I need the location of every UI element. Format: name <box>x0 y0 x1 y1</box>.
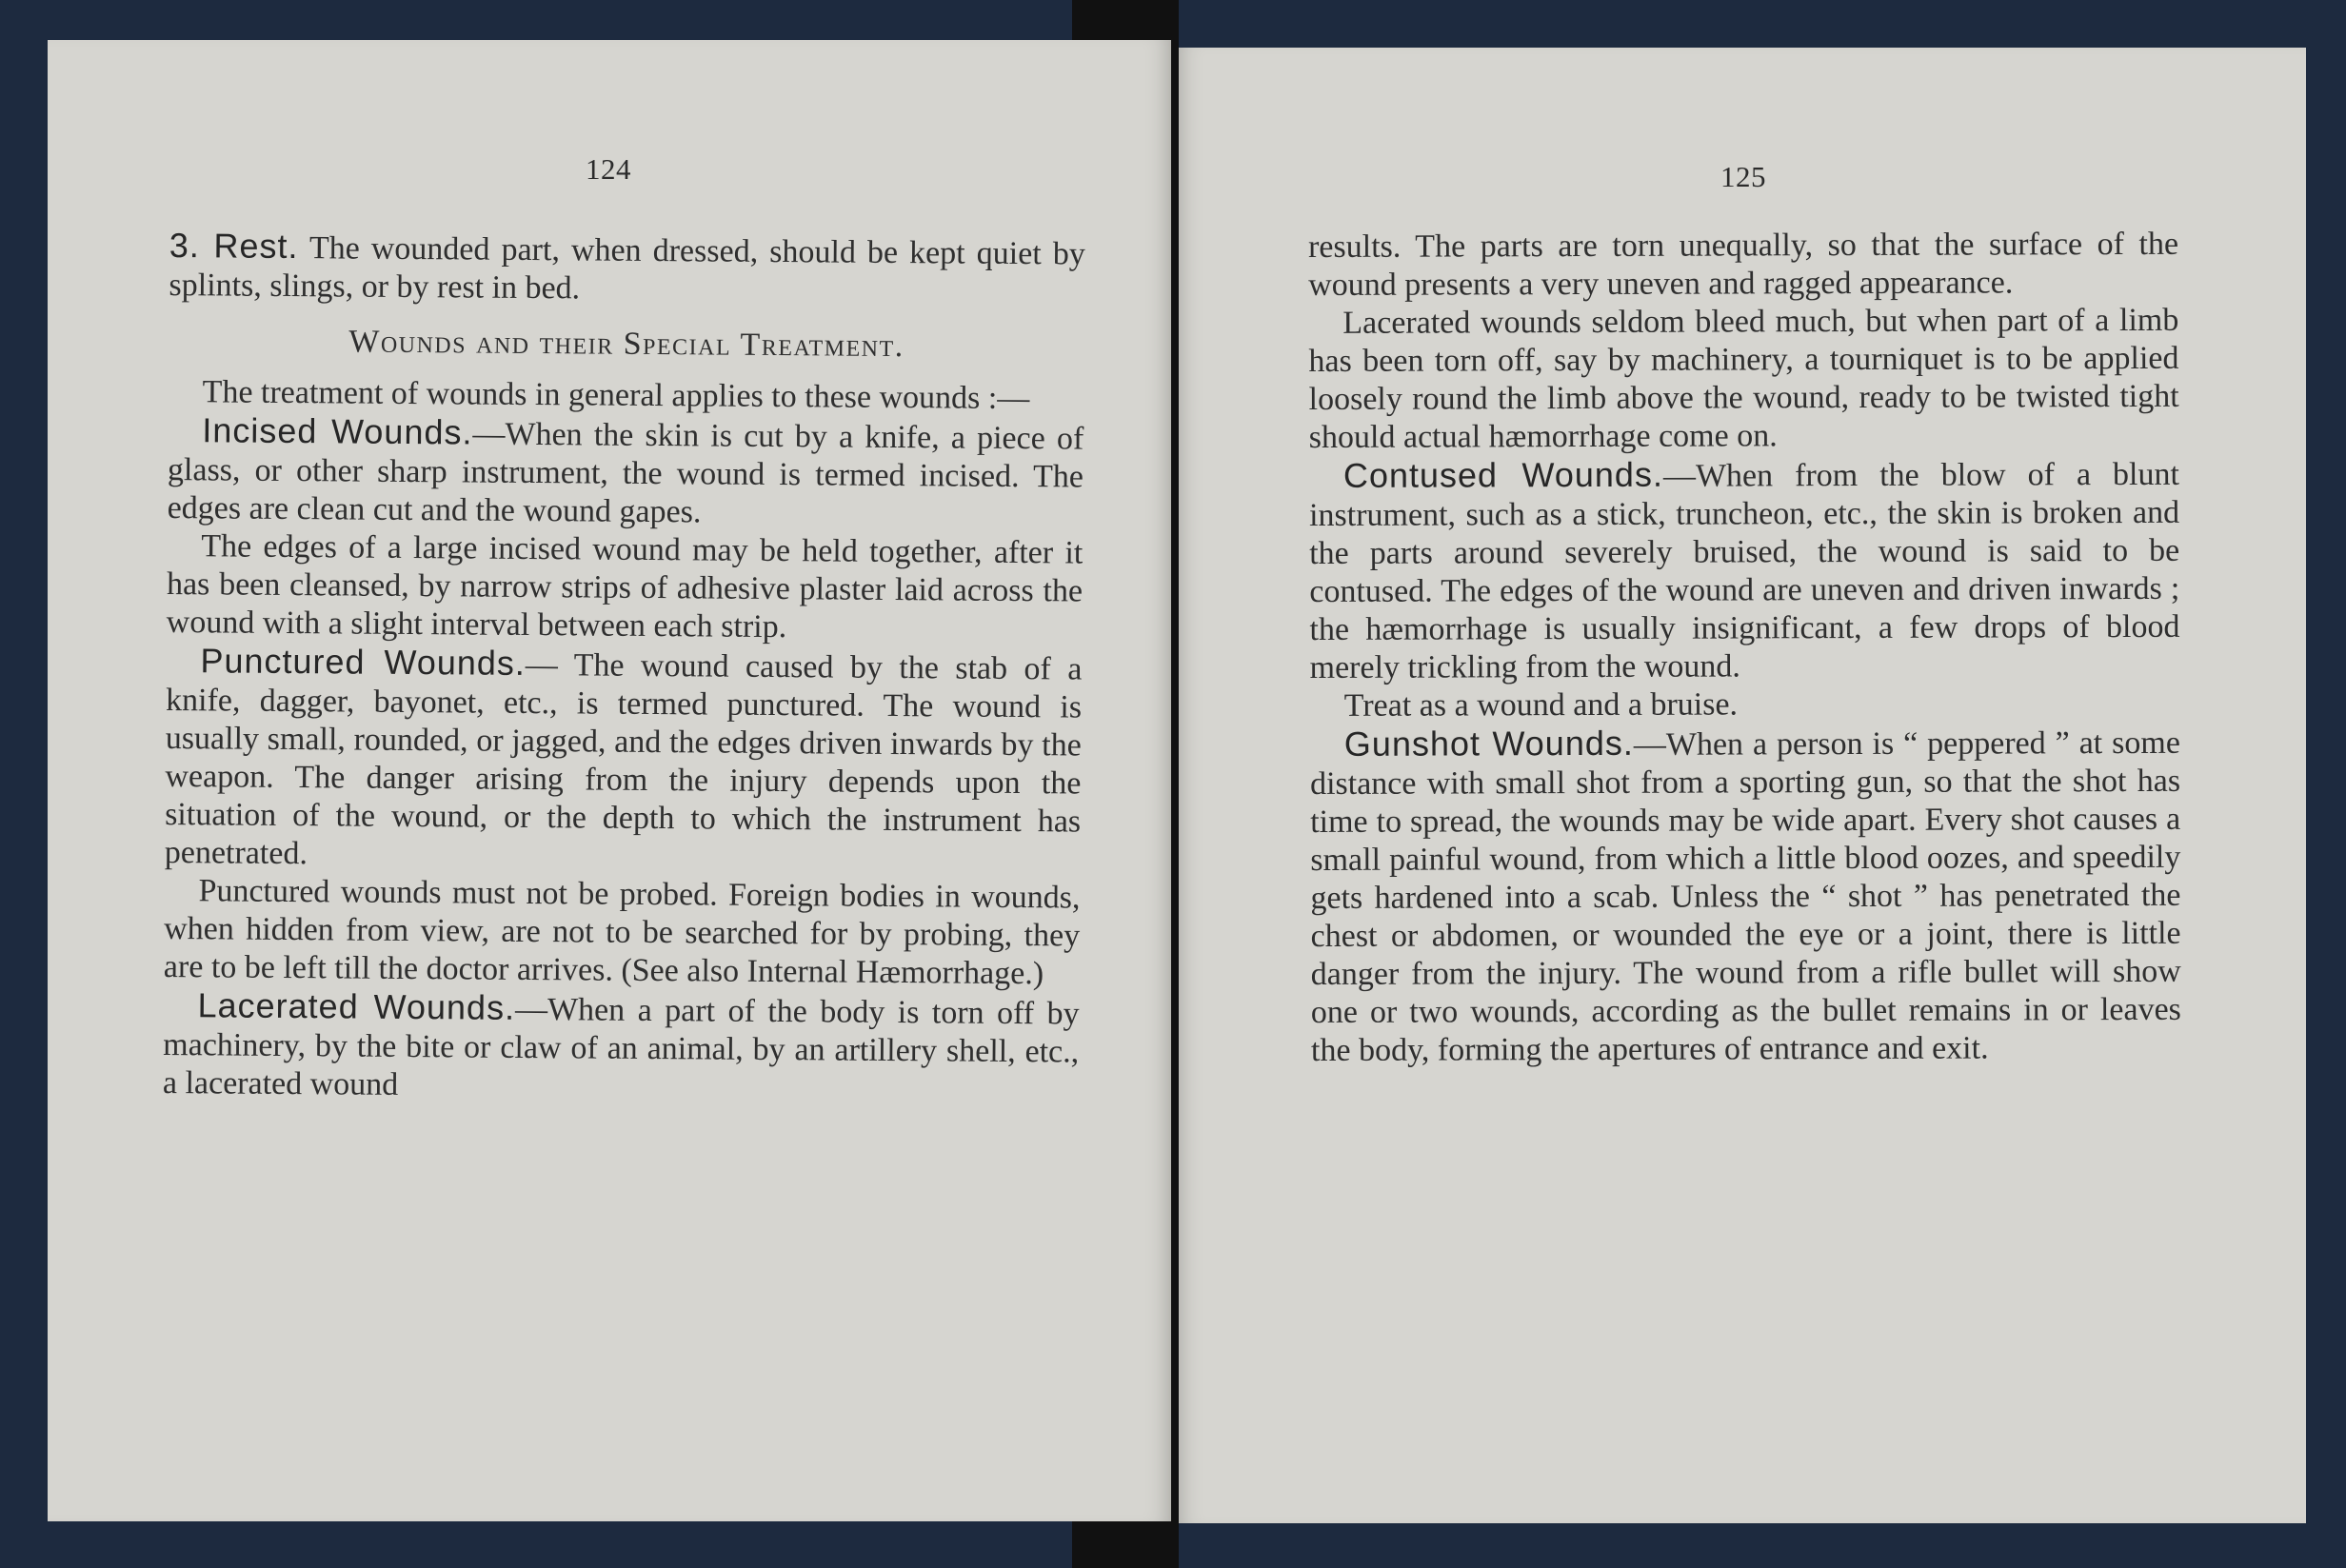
lacerated-paragraph <box>163 986 1080 1110</box>
rest-text: The wounded part, when dressed, should be kept quiet by splints, slings, or by rest in bed. <box>169 230 1085 307</box>
continued-paragraph: results. The parts are torn unequally, so that the surface of the wound presents a very uneven and ragged appearance. <box>1308 226 2179 303</box>
right-page-text <box>1308 226 2181 1070</box>
contused-text: —When from the blow of a blunt instrument, such as a stick, truncheon, etc., the skin is broken and the parts around severely bruised, the wound is said to be contused. The edges of the wound are uneven and driven inwards ; the hæmorrhage is usually insignificant, a few drops of blood merely trickling from the wound. <box>1308 456 2180 685</box>
contused-paragraph <box>1309 454 2180 687</box>
gunshot-heading: Gunshot Wounds. <box>1343 723 1634 764</box>
intro-paragraph: The treatment of wounds in general applies to these wounds :— <box>202 374 1030 417</box>
punctured-paragraph-2: Punctured wounds must not be probed. Foreign bodies in wounds, when hidden from view, are not to be searched for by probing, they are to be left till the doctor arrives. (See also Internal Hæmorrhage.) <box>163 873 1081 992</box>
contused-paragraph-2: Treat as a wound and a bruise. <box>1343 686 1739 724</box>
left-page-text <box>163 227 1085 1110</box>
incised-paragraph <box>168 411 1084 535</box>
incised-heading: Incised Wounds. <box>202 410 473 452</box>
gunshot-text: —When a person is “ peppered ” at some distance with small shot from a sporting gun, so that the shot has time to spread, the wounds may be wide apart. Every shot causes a small painful wound, from which a little blood oozes, and speedily gets hardened into a scab. Unless the “ shot ” has penetrated the chest or abdomen, or wounded the eye or a joint, there is little danger from the injury. The wound from a rifle bullet will show one or two wounds, according as the bullet remains in or leaves the body, forming the apertures of entrance and exit. <box>1309 724 2181 1068</box>
incised-paragraph-2: The edges of a large incised wound may be held together, after it has been cleansed, by narrow strips of adhesive plaster laid across the wound with a slight interval between each strip. <box>166 528 1084 645</box>
page-number-left: 124 <box>586 152 631 186</box>
left-page <box>48 40 1171 1521</box>
punctured-text: — The wound caused by the stab of a knife, dagger, bayonet, etc., is termed punctured. The wound is usually small, rounded, or jagged, and the edges driven inwards by the weapon. The danger arising from the injury depends upon the situation of the wound, or the depth to which the instrument has penetrated. <box>164 646 1083 872</box>
rest-paragraph <box>169 227 1085 312</box>
gunshot-paragraph <box>1310 723 2181 1070</box>
page-number-right: 125 <box>1720 160 1766 193</box>
incised-text: —When the skin is cut by a knife, a piece of glass, or other sharp instrument, the wound is termed incised. The edges are clean cut and the wound gapes. <box>167 416 1084 530</box>
rest-heading: 3. Rest. <box>169 226 299 267</box>
punctured-paragraph <box>165 642 1083 880</box>
punctured-heading: Punctured Wounds. <box>200 641 527 683</box>
section-title: Wounds and their Special Treatment. <box>348 324 905 365</box>
lacerated-paragraph-2: Lacerated wounds seldom bleed much, but when part of a limb has been torn off, say by machinery, a tourniquet is to be applied loosely round the limb above the wound, ready to be twisted tight should actual hæmorrhage come on. <box>1308 302 2179 455</box>
lacerated-heading: Lacerated Wounds. <box>197 985 516 1027</box>
right-page <box>1179 48 2306 1523</box>
lacerated-text: —When a part of the body is torn off by machinery, by the bite or claw of an animal, by an artillery shell, etc., a lacerated wound <box>162 991 1080 1102</box>
contused-heading: Contused Wounds. <box>1342 454 1663 495</box>
